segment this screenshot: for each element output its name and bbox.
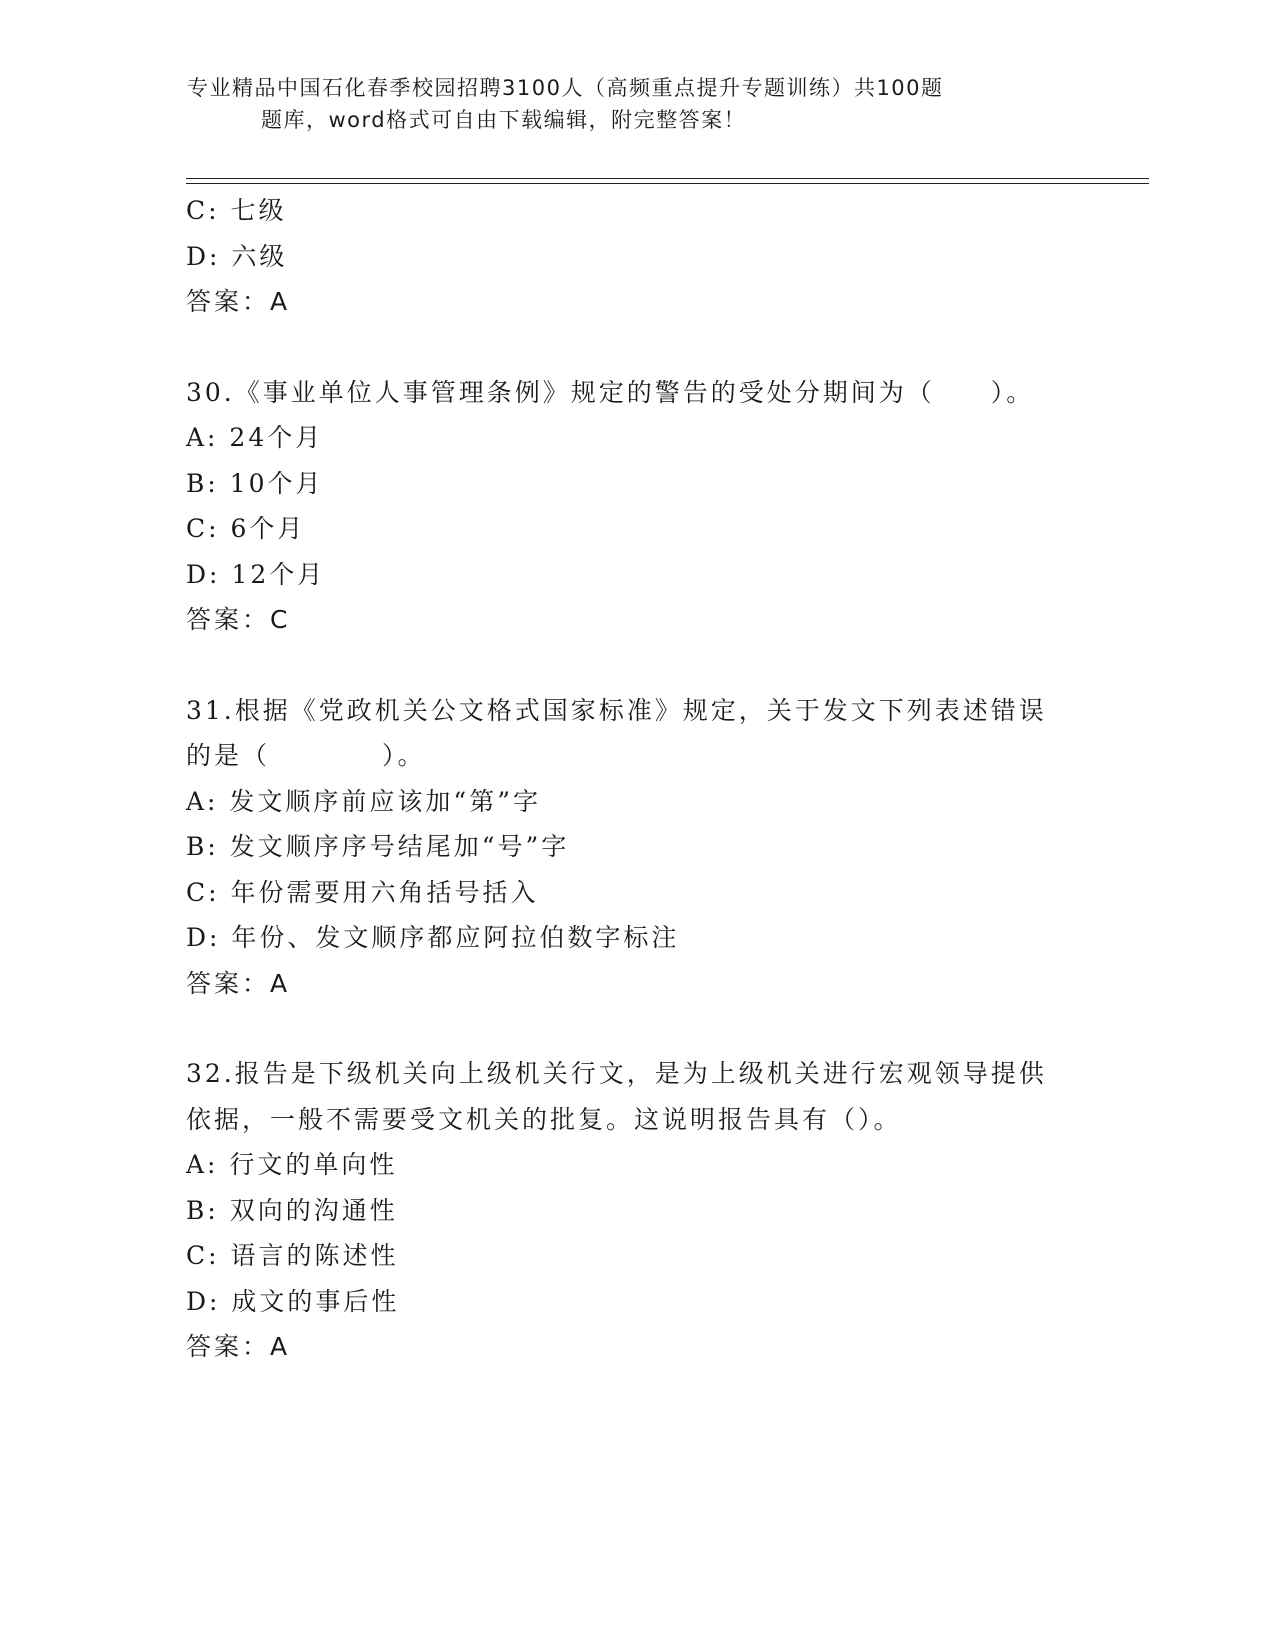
question-30 [186,370,1086,643]
question-stem: 31.根据《党政机关公文格式国家标准》规定，关于发文下列表述错误 [186,695,1047,725]
answer-line: 答案：A [186,287,291,316]
header-divider-bottom [186,183,1149,184]
option-a: A: 24个月 [186,423,324,452]
question-list [186,188,1086,1370]
header-title-line-1: 专业精品中国石化春季校园招聘3100人（高频重点提升专题训练）共100题 [187,76,944,100]
option-b: B: 双向的沟通性 [186,1195,398,1225]
question-32 [186,1051,1086,1370]
option-b: B: 10个月 [186,468,324,498]
option-c: C: 6个月 [186,514,306,543]
header-title-line-2: 题库，word格式可自由下载编辑，附完整答案！ [261,108,747,132]
answer-line: 答案：A [186,1332,291,1361]
option-d: D: 12个月 [186,559,326,589]
document-header [187,72,1067,136]
option-a: A: 发文顺序前应该加“第”字 [186,786,541,816]
question-stem-continued: 依据，一般不需要受文机关的批复。这说明报告具有（）。 [186,1104,902,1134]
header-divider-top [186,178,1149,179]
question-stem: 30.《事业单位人事管理条例》规定的警告的受处分期间为（ ）。 [186,377,1035,407]
option-c: C: 语言的陈述性 [186,1241,399,1270]
question-31 [186,688,1086,1007]
spacer [186,1006,1086,1051]
option-d: D: 年份、发文顺序都应阿拉伯数字标注 [186,923,680,952]
question-29-tail [186,188,1086,325]
option-d: D: 六级 [186,241,288,271]
answer-line: 答案：A [186,968,291,998]
option-b: B: 发文顺序序号结尾加“号”字 [186,832,570,861]
answer-line: 答案：C [186,605,291,634]
spacer [186,325,1086,370]
question-stem-continued: 的是（ ）。 [186,741,426,770]
spacer [186,643,1086,688]
option-c: C: 七级 [186,196,287,225]
option-d: D: 成文的事后性 [186,1286,400,1316]
option-a: A: 行文的单向性 [186,1150,398,1179]
option-c: C: 年份需要用六角括号括入 [186,877,539,907]
question-stem: 32.报告是下级机关向上级机关行文，是为上级机关进行宏观领导提供 [186,1059,1047,1088]
